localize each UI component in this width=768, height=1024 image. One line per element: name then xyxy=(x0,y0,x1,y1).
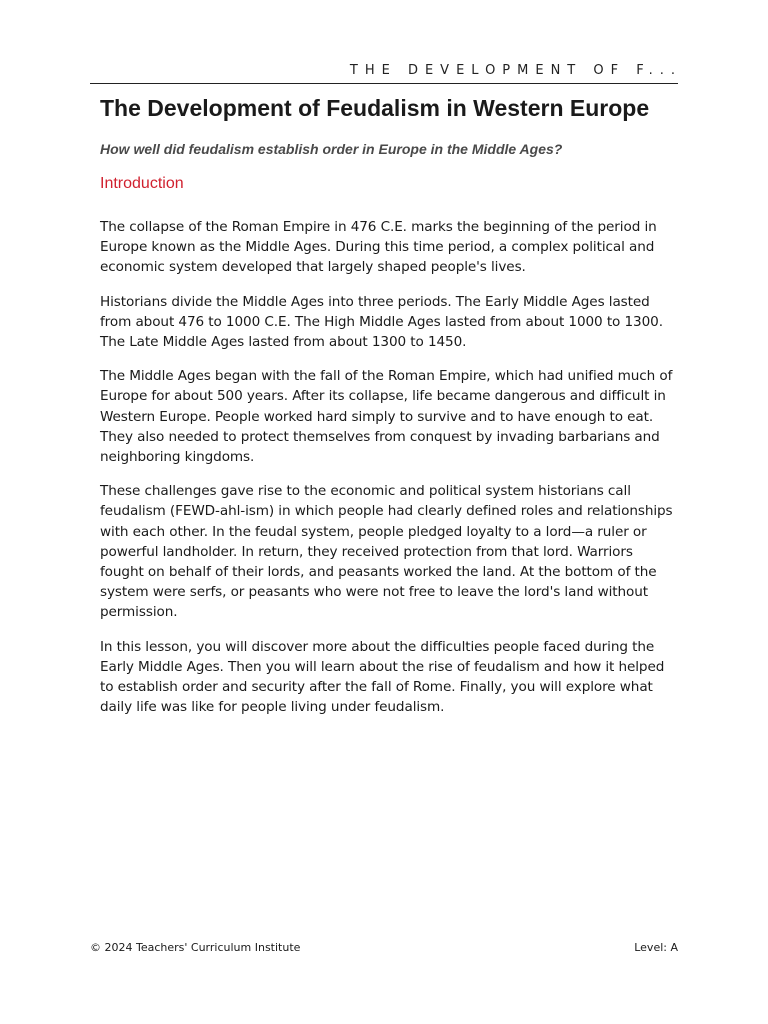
paragraph: Historians divide the Middle Ages into three periods. The Early Middle Ages lasted from about 476 to 1000 C.E. The High Middle Ages lasted from about 1000 to 1300. The Late Middle Ages lasted from about 1300 to 1450. xyxy=(100,293,663,351)
paragraph: The Middle Ages began with the fall of the Roman Empire, which had unified much of Europe for about 500 years. After its collapse, life became dangerous and difficult in Western Europe. People worked hard simply to survive and to have enough to eat. They also needed to protect themselves from conquest by invading barbarians and neighboring kingdoms. xyxy=(100,368,673,466)
document-content xyxy=(100,88,674,717)
footer-copyright: © 2024 Teachers' Curriculum Institute xyxy=(90,941,301,954)
paragraph: These challenges gave rise to the economic and political system historians call feudalism (FEWD-ahl-ism) in which people had clearly defined roles and relationships with each other. In the feudal system, people pledged loyalty to a lord—a ruler or powerful landholder. In return, they received protection from that lord. Warriors fought on behalf of their lords, and peasants worked the land. At the bottom of the system were serfs, or peasants who were not free to leave the lord's land without permission. xyxy=(100,483,673,621)
section-heading-introduction: Introduction xyxy=(100,175,184,192)
footer-level: Level: A xyxy=(634,941,678,954)
running-header xyxy=(90,60,682,84)
page-title: The Development of Feudalism in Western Europe xyxy=(100,95,650,121)
paragraph: In this lesson, you will discover more about the difficulties people faced during the Early Middle Ages. Then you will learn about the rise of feudalism and how it helped to establish order and security after the fall of Rome. Finally, you will explore what daily life was like for people living under feudalism. xyxy=(100,638,665,716)
page-footer xyxy=(90,941,678,954)
paragraph: The collapse of the Roman Empire in 476 C.E. marks the beginning of the period in Europe known as the Middle Ages. During this time period, a complex political and economic system developed that largely shaped people's lives. xyxy=(100,219,657,276)
essential-question: How well did feudalism establish order in Europe in the Middle Ages? xyxy=(100,141,563,157)
running-header-title: THE DEVELOPMENT OF F... xyxy=(349,63,682,78)
